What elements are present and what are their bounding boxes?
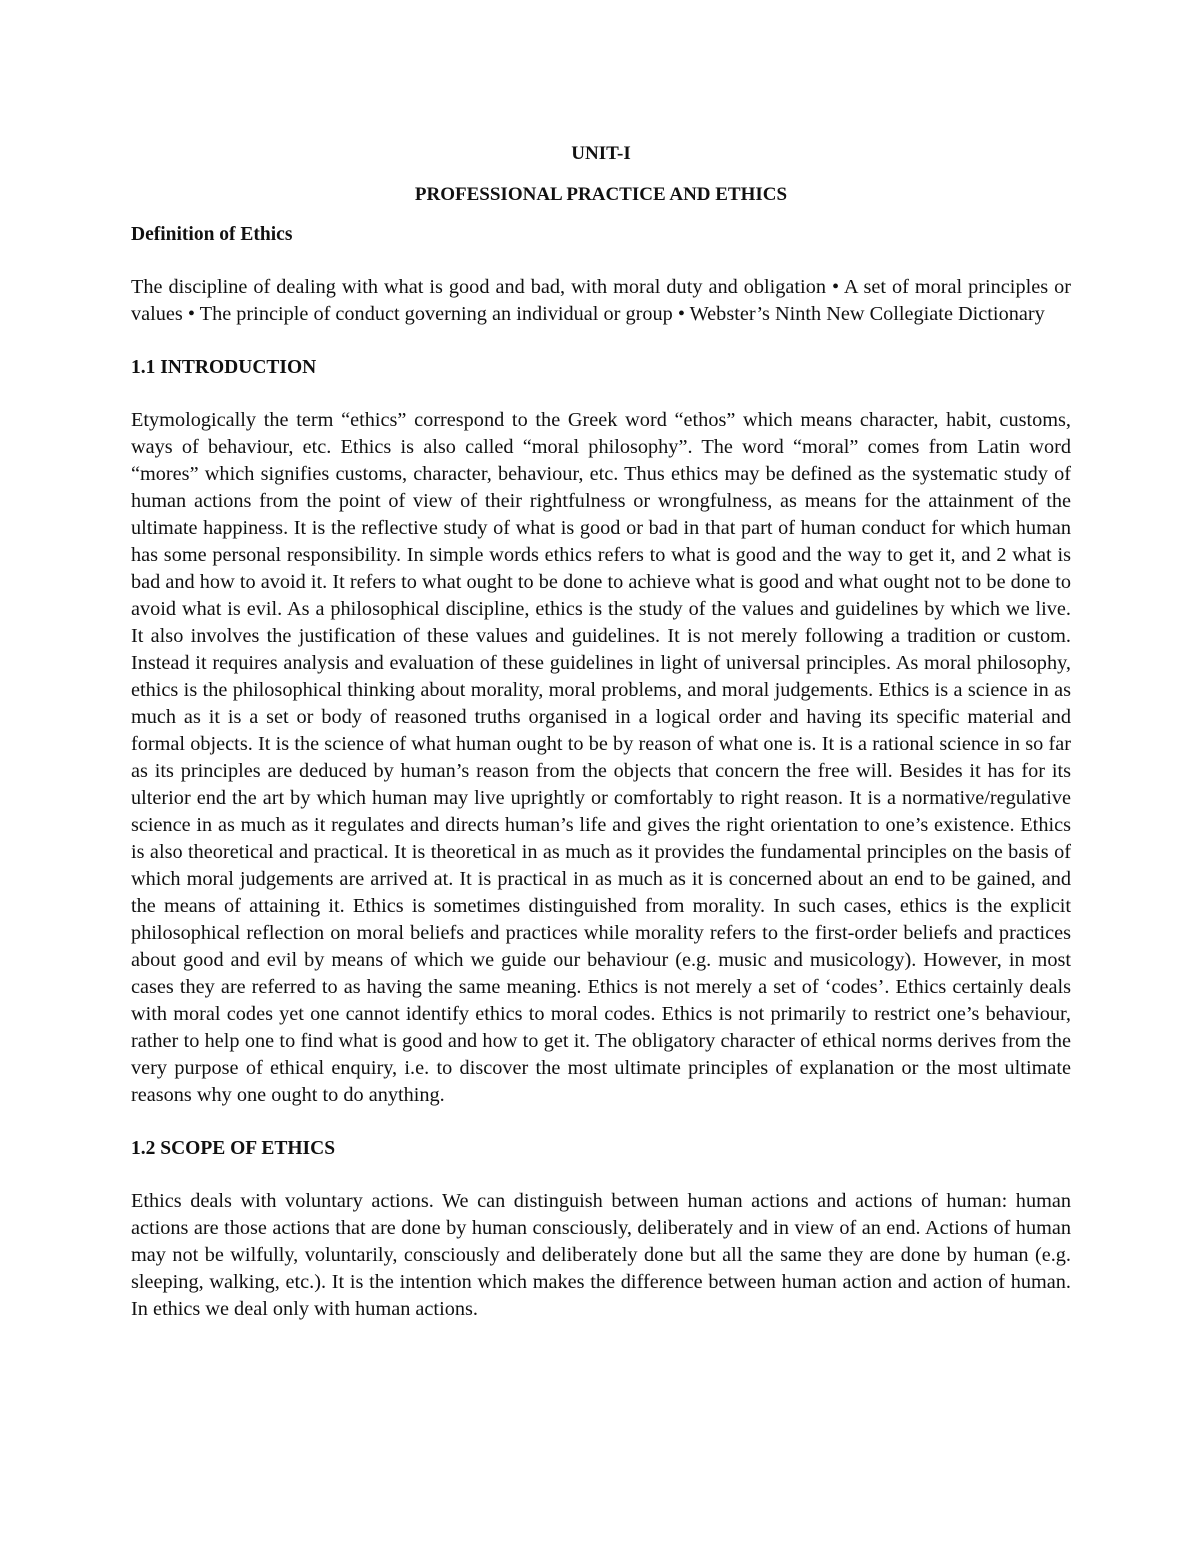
definition-section (131, 221, 1071, 328)
scope-heading: 1.2 SCOPE OF ETHICS (131, 1138, 336, 1159)
scope-section (131, 1135, 1071, 1323)
introduction-paragraph: Etymologically the term “ethics” correspond to the Greek word “ethos” which means character, habit, customs, ways of behaviour, etc. Ethics is also called “moral philosophy”. The word “moral” comes from Latin word “mores” which signifies customs, character, behaviour, etc. Thus ethics may be defined as the systematic study of human actions from the point of view of their rightfulness or wrongfulness, as means for the attainment of the ultimate happiness. It is the reflective study of what is good or bad in that part of human conduct for which human has some personal responsibility. In simple words ethics refers to what is good and the way to get it, and 2 what is bad and how to avoid it. It refers to what ought to be done to achieve what is good and what ought not to be done to avoid what is evil. As a philosophical discipline, ethics is the study of the values and guidelines by which we live. It also involves the justification of these values and guidelines. It is not merely following a tradition or custom. Instead it requires analysis and evaluation of these guidelines in light of universal principles. As moral philosophy, ethics is the philosophical thinking about morality, moral problems, and moral judgements. Ethics is a science in as much as it is a set or body of reasoned truths organised in a logical order and having its specific material and formal objects. It is the science of what human ought to be by reason of what one is. It is a rational science in so far as its principles are deduced by human’s reason from the objects that concern the free will. Besides it has for its ulterior end the art by which human may live uprightly or comfortably to right reason. It is a normative/regulative science in as much as it regulates and directs human’s life and gives the right orientation to one’s existence. Ethics is also theoretical and practical. It is theoretical in as much as it provides the fundamental principles on the basis of which moral judgements are arrived at. It is practical in as much as it is concerned about an end to be gained, and the means of attaining it. Ethics is sometimes distinguished from morality. In such cases, ethics is the explicit philosophical reflection on moral beliefs and practices while morality refers to the first-order beliefs and practices about good and evil by means of which we guide our behaviour (e.g. music and musicology). However, in most cases they are referred to as having the same meaning. Ethics is not merely a set of ‘codes’. Ethics certainly deals with moral codes yet one cannot identify ethics to moral codes. Ethics is not primarily to restrict one’s behaviour, rather to help one to find what is good and how to get it. The obligatory character of ethical norms derives from the very purpose of ethical enquiry, i.e. to discover the most ultimate principles of explanation or the most ultimate reasons why one ought to do anything. (131, 409, 1071, 1106)
definition-heading: Definition of Ethics (131, 224, 293, 245)
unit-title: UNIT-I (571, 143, 631, 164)
document-page (131, 140, 1071, 1323)
introduction-heading: 1.1 INTRODUCTION (131, 357, 317, 378)
definition-paragraph: The discipline of dealing with what is good and bad, with moral duty and obligation • A set of moral principles or values • The principle of conduct governing an individual or group • Webster’s Ninth New Collegiate Dictionary (131, 276, 1071, 325)
scope-paragraph: Ethics deals with voluntary actions. We can distinguish between human actions and actions of human: human actions are those actions that are done by human consciously, deliberately and in view of an end. Actions of human may not be wilfully, voluntarily, consciously and deliberately done but all the same they are done by human (e.g. sleeping, walking, etc.). It is the intention which makes the difference between human action and action of human. In ethics we deal only with human actions. (131, 1190, 1071, 1320)
main-title: PROFESSIONAL PRACTICE AND ETHICS (414, 184, 788, 205)
introduction-section (131, 354, 1071, 1109)
